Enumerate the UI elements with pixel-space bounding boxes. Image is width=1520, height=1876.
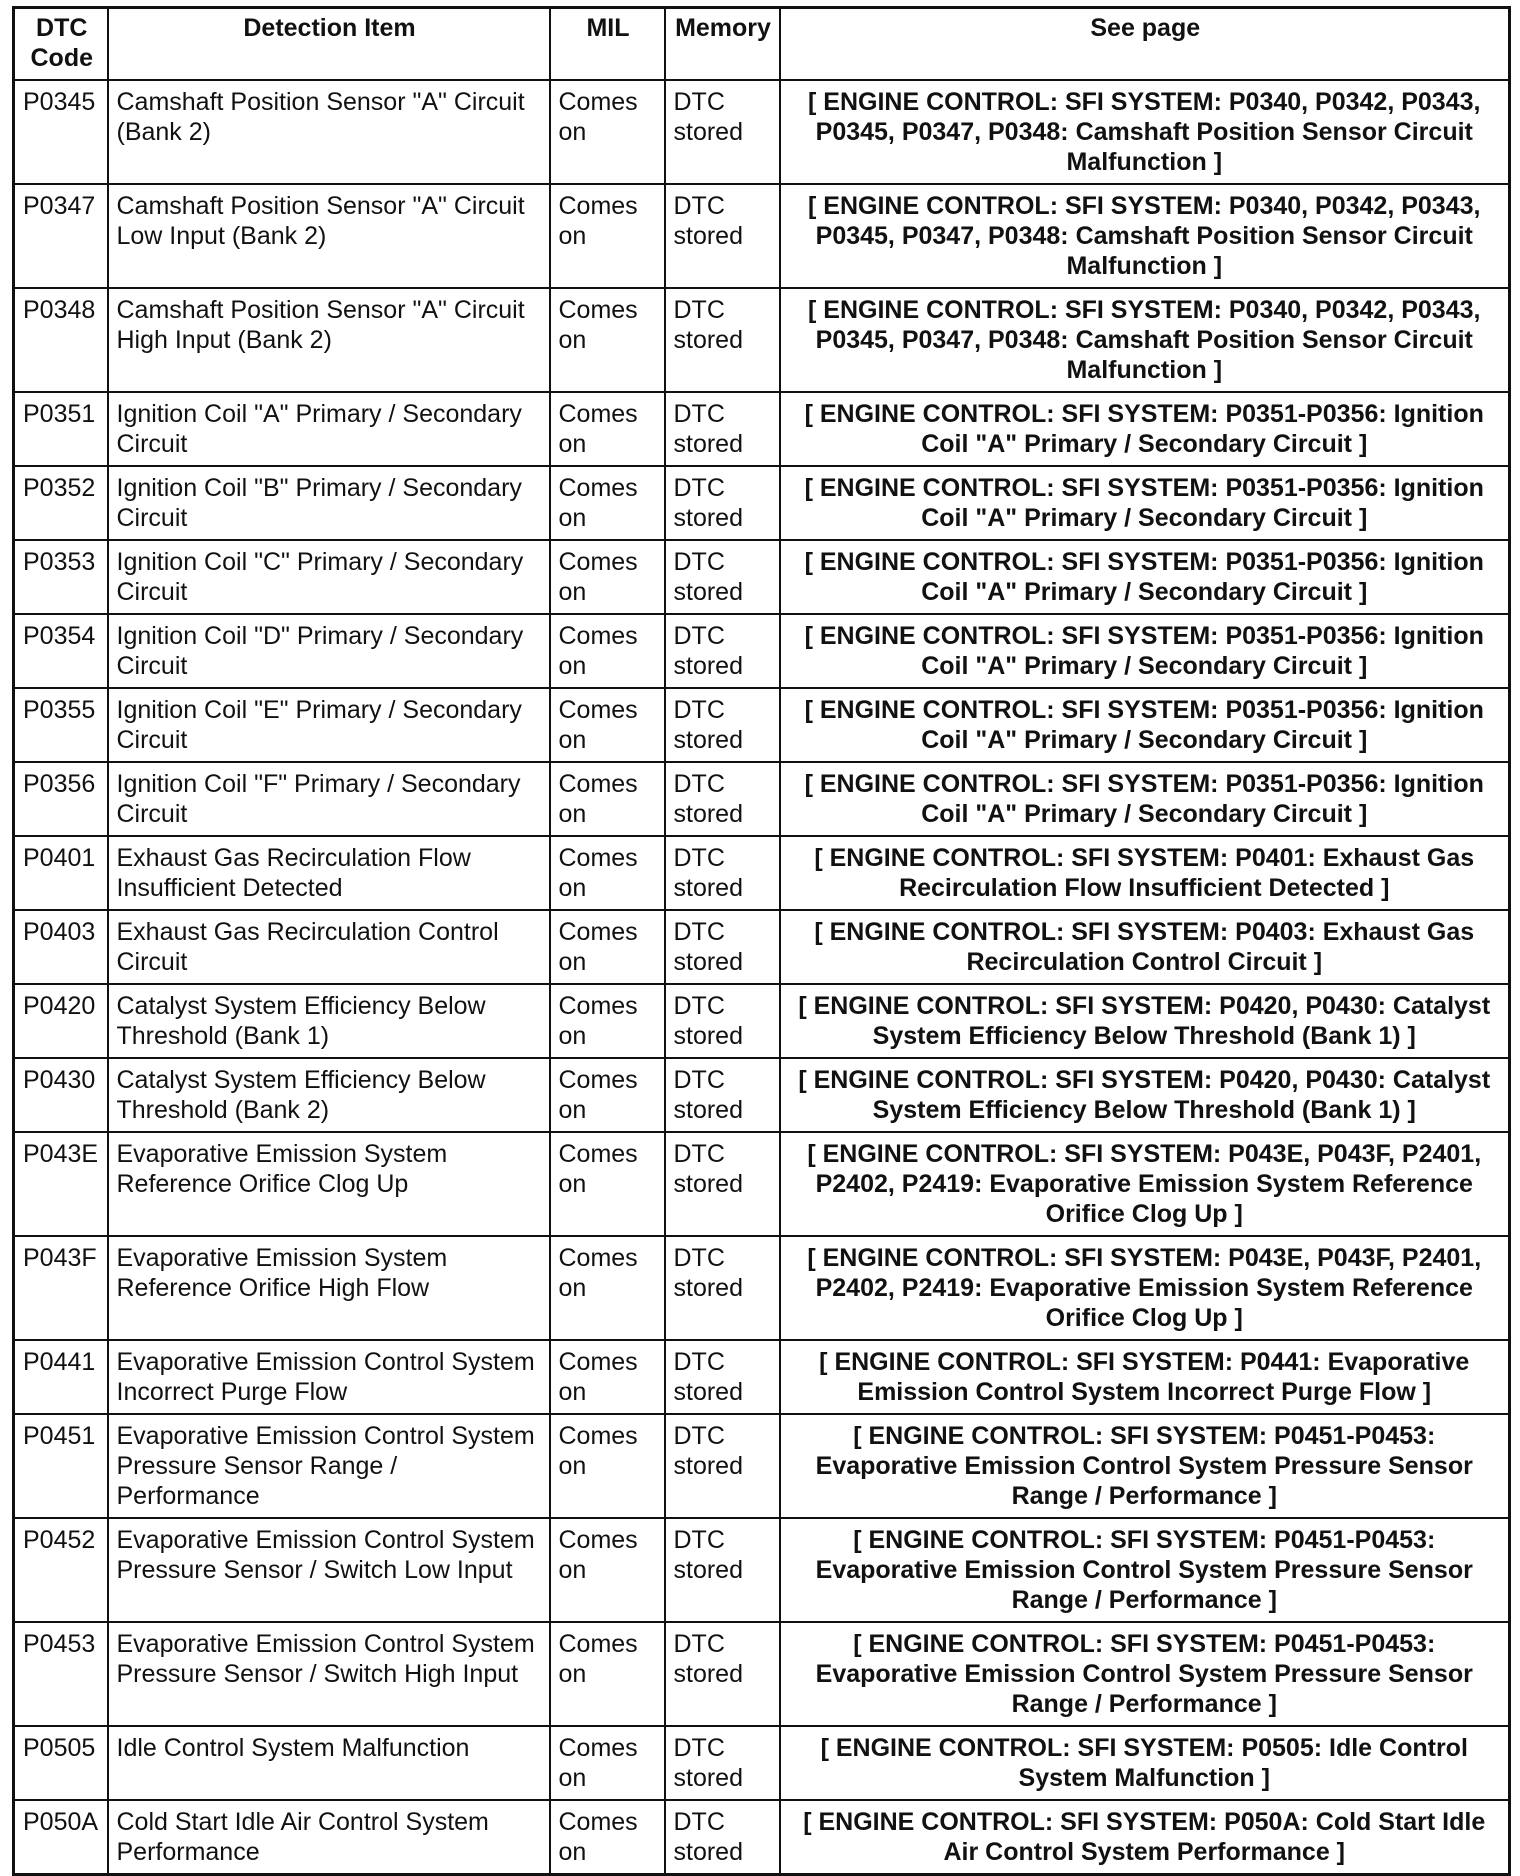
cell-detection-item: Evaporative Emission System Reference Orifice High Flow [108, 1236, 550, 1340]
cell-detection-item: Evaporative Emission Control System Incorrect Purge Flow [108, 1340, 550, 1414]
cell-dtc-code: P0452 [14, 1518, 108, 1622]
cell-see-page-link[interactable]: [ ENGINE CONTROL: SFI SYSTEM: P0505: Idle Control System Malfunction ] [780, 1726, 1510, 1800]
cell-dtc-code: P0441 [14, 1340, 108, 1414]
table-row [14, 910, 1510, 984]
cell-see-page-link[interactable]: [ ENGINE CONTROL: SFI SYSTEM: P0340, P0342, P0343, P0345, P0347, P0348: Camshaft Position Sensor Circuit Malfunction ] [780, 80, 1510, 184]
table-row [14, 1132, 1510, 1236]
cell-detection-item: Evaporative Emission Control System Pressure Sensor / Switch High Input [108, 1622, 550, 1726]
cell-see-page-link[interactable]: [ ENGINE CONTROL: SFI SYSTEM: P0351-P0356: Ignition Coil "A" Primary / Secondary Circuit ] [780, 762, 1510, 836]
cell-see-page-link[interactable]: [ ENGINE CONTROL: SFI SYSTEM: P0403: Exhaust Gas Recirculation Control Circuit ] [780, 910, 1510, 984]
cell-dtc-code: P050A [14, 1800, 108, 1875]
cell-see-page-link[interactable]: [ ENGINE CONTROL: SFI SYSTEM: P0340, P0342, P0343, P0345, P0347, P0348: Camshaft Position Sensor Circuit Malfunction ] [780, 184, 1510, 288]
cell-mil: Comes on [550, 80, 665, 184]
table-row [14, 288, 1510, 392]
cell-dtc-code: P0403 [14, 910, 108, 984]
cell-memory: DTC stored [665, 288, 780, 392]
cell-mil: Comes on [550, 540, 665, 614]
cell-mil: Comes on [550, 762, 665, 836]
table-row [14, 184, 1510, 288]
cell-memory: DTC stored [665, 1726, 780, 1800]
table-row [14, 1414, 1510, 1518]
cell-detection-item: Camshaft Position Sensor "A" Circuit (Bank 2) [108, 80, 550, 184]
cell-mil: Comes on [550, 1414, 665, 1518]
cell-detection-item: Evaporative Emission System Reference Orifice Clog Up [108, 1132, 550, 1236]
cell-memory: DTC stored [665, 1236, 780, 1340]
table-row [14, 80, 1510, 184]
header-see-page: See page [780, 8, 1510, 81]
cell-dtc-code: P0453 [14, 1622, 108, 1726]
cell-detection-item: Ignition Coil "E" Primary / Secondary Circuit [108, 688, 550, 762]
cell-mil: Comes on [550, 1800, 665, 1875]
cell-memory: DTC stored [665, 1058, 780, 1132]
header-detection-item: Detection Item [108, 8, 550, 81]
cell-mil: Comes on [550, 1340, 665, 1414]
cell-mil: Comes on [550, 1058, 665, 1132]
table-row [14, 984, 1510, 1058]
table-row [14, 1340, 1510, 1414]
cell-mil: Comes on [550, 910, 665, 984]
cell-mil: Comes on [550, 1622, 665, 1726]
cell-see-page-link[interactable]: [ ENGINE CONTROL: SFI SYSTEM: P0451-P0453: Evaporative Emission Control System Pressure Sensor Range / Performance ] [780, 1414, 1510, 1518]
cell-dtc-code: P0348 [14, 288, 108, 392]
table-row [14, 1058, 1510, 1132]
cell-mil: Comes on [550, 288, 665, 392]
cell-memory: DTC stored [665, 540, 780, 614]
cell-dtc-code: P0356 [14, 762, 108, 836]
cell-mil: Comes on [550, 466, 665, 540]
table-row [14, 614, 1510, 688]
table-body [14, 80, 1510, 1875]
header-mil: MIL [550, 8, 665, 81]
table-row [14, 762, 1510, 836]
cell-memory: DTC stored [665, 1622, 780, 1726]
cell-dtc-code: P0355 [14, 688, 108, 762]
cell-mil: Comes on [550, 184, 665, 288]
cell-see-page-link[interactable]: [ ENGINE CONTROL: SFI SYSTEM: P050A: Cold Start Idle Air Control System Performance ] [780, 1800, 1510, 1875]
cell-mil: Comes on [550, 1236, 665, 1340]
cell-dtc-code: P0420 [14, 984, 108, 1058]
table-row [14, 1518, 1510, 1622]
table-header-row [14, 8, 1510, 81]
cell-memory: DTC stored [665, 836, 780, 910]
cell-see-page-link[interactable]: [ ENGINE CONTROL: SFI SYSTEM: P0351-P0356: Ignition Coil "A" Primary / Secondary Circuit ] [780, 466, 1510, 540]
cell-memory: DTC stored [665, 1800, 780, 1875]
cell-mil: Comes on [550, 1132, 665, 1236]
cell-memory: DTC stored [665, 184, 780, 288]
cell-dtc-code: P0430 [14, 1058, 108, 1132]
cell-dtc-code: P0352 [14, 466, 108, 540]
cell-mil: Comes on [550, 688, 665, 762]
cell-dtc-code: P0347 [14, 184, 108, 288]
cell-dtc-code: P043F [14, 1236, 108, 1340]
cell-detection-item: Ignition Coil "C" Primary / Secondary Circuit [108, 540, 550, 614]
table-row [14, 688, 1510, 762]
dtc-table-container [12, 6, 1508, 1876]
cell-see-page-link[interactable]: [ ENGINE CONTROL: SFI SYSTEM: P0351-P0356: Ignition Coil "A" Primary / Secondary Circuit ] [780, 392, 1510, 466]
cell-mil: Comes on [550, 984, 665, 1058]
table-row [14, 1622, 1510, 1726]
cell-mil: Comes on [550, 392, 665, 466]
cell-detection-item: Camshaft Position Sensor "A" Circuit Low Input (Bank 2) [108, 184, 550, 288]
cell-see-page-link[interactable]: [ ENGINE CONTROL: SFI SYSTEM: P0420, P0430: Catalyst System Efficiency Below Threshold (Bank 1) ] [780, 984, 1510, 1058]
cell-see-page-link[interactable]: [ ENGINE CONTROL: SFI SYSTEM: P0451-P0453: Evaporative Emission Control System Pressure Sensor Range / Performance ] [780, 1622, 1510, 1726]
cell-see-page-link[interactable]: [ ENGINE CONTROL: SFI SYSTEM: P0351-P0356: Ignition Coil "A" Primary / Secondary Circuit ] [780, 614, 1510, 688]
cell-see-page-link[interactable]: [ ENGINE CONTROL: SFI SYSTEM: P0351-P0356: Ignition Coil "A" Primary / Secondary Circuit ] [780, 540, 1510, 614]
cell-detection-item: Idle Control System Malfunction [108, 1726, 550, 1800]
cell-dtc-code: P043E [14, 1132, 108, 1236]
cell-dtc-code: P0353 [14, 540, 108, 614]
cell-detection-item: Exhaust Gas Recirculation Control Circuit [108, 910, 550, 984]
cell-see-page-link[interactable]: [ ENGINE CONTROL: SFI SYSTEM: P0351-P0356: Ignition Coil "A" Primary / Secondary Circuit ] [780, 688, 1510, 762]
cell-memory: DTC stored [665, 984, 780, 1058]
cell-memory: DTC stored [665, 1414, 780, 1518]
cell-detection-item: Camshaft Position Sensor "A" Circuit High Input (Bank 2) [108, 288, 550, 392]
cell-dtc-code: P0401 [14, 836, 108, 910]
cell-memory: DTC stored [665, 910, 780, 984]
cell-see-page-link[interactable]: [ ENGINE CONTROL: SFI SYSTEM: P043E, P043F, P2401, P2402, P2419: Evaporative Emission System Reference Orifice Clog Up ] [780, 1132, 1510, 1236]
cell-mil: Comes on [550, 1726, 665, 1800]
cell-mil: Comes on [550, 836, 665, 910]
cell-see-page-link[interactable]: [ ENGINE CONTROL: SFI SYSTEM: P0340, P0342, P0343, P0345, P0347, P0348: Camshaft Position Sensor Circuit Malfunction ] [780, 288, 1510, 392]
cell-dtc-code: P0351 [14, 392, 108, 466]
table-row [14, 1726, 1510, 1800]
table-row [14, 836, 1510, 910]
cell-memory: DTC stored [665, 1518, 780, 1622]
cell-detection-item: Cold Start Idle Air Control System Performance [108, 1800, 550, 1875]
cell-memory: DTC stored [665, 762, 780, 836]
table-row [14, 466, 1510, 540]
cell-memory: DTC stored [665, 80, 780, 184]
cell-dtc-code: P0505 [14, 1726, 108, 1800]
header-memory: Memory [665, 8, 780, 81]
cell-detection-item: Ignition Coil "D" Primary / Secondary Circuit [108, 614, 550, 688]
cell-detection-item: Catalyst System Efficiency Below Threshold (Bank 1) [108, 984, 550, 1058]
cell-detection-item: Evaporative Emission Control System Pressure Sensor Range / Performance [108, 1414, 550, 1518]
cell-detection-item: Ignition Coil "F" Primary / Secondary Circuit [108, 762, 550, 836]
cell-dtc-code: P0451 [14, 1414, 108, 1518]
cell-detection-item: Ignition Coil "A" Primary / Secondary Circuit [108, 392, 550, 466]
cell-see-page-link[interactable]: [ ENGINE CONTROL: SFI SYSTEM: P043E, P043F, P2401, P2402, P2419: Evaporative Emission System Reference Orifice Clog Up ] [780, 1236, 1510, 1340]
cell-see-page-link[interactable]: [ ENGINE CONTROL: SFI SYSTEM: P0451-P0453: Evaporative Emission Control System Pressure Sensor Range / Performance ] [780, 1518, 1510, 1622]
header-dtc-code: DTC Code [14, 8, 108, 81]
cell-memory: DTC stored [665, 392, 780, 466]
table-row [14, 540, 1510, 614]
dtc-table [12, 6, 1511, 1876]
cell-detection-item: Catalyst System Efficiency Below Threshold (Bank 2) [108, 1058, 550, 1132]
cell-mil: Comes on [550, 1518, 665, 1622]
table-row [14, 392, 1510, 466]
cell-dtc-code: P0354 [14, 614, 108, 688]
cell-detection-item: Evaporative Emission Control System Pressure Sensor / Switch Low Input [108, 1518, 550, 1622]
table-row [14, 1236, 1510, 1340]
cell-memory: DTC stored [665, 466, 780, 540]
cell-memory: DTC stored [665, 1340, 780, 1414]
cell-memory: DTC stored [665, 688, 780, 762]
cell-memory: DTC stored [665, 614, 780, 688]
cell-mil: Comes on [550, 614, 665, 688]
cell-detection-item: Ignition Coil "B" Primary / Secondary Circuit [108, 466, 550, 540]
table-row [14, 1800, 1510, 1875]
cell-see-page-link[interactable]: [ ENGINE CONTROL: SFI SYSTEM: P0401: Exhaust Gas Recirculation Flow Insufficient Detected ] [780, 836, 1510, 910]
cell-see-page-link[interactable]: [ ENGINE CONTROL: SFI SYSTEM: P0441: Evaporative Emission Control System Incorrect Purge Flow ] [780, 1340, 1510, 1414]
cell-dtc-code: P0345 [14, 80, 108, 184]
cell-memory: DTC stored [665, 1132, 780, 1236]
cell-detection-item: Exhaust Gas Recirculation Flow Insufficient Detected [108, 836, 550, 910]
cell-see-page-link[interactable]: [ ENGINE CONTROL: SFI SYSTEM: P0420, P0430: Catalyst System Efficiency Below Threshold (Bank 1) ] [780, 1058, 1510, 1132]
